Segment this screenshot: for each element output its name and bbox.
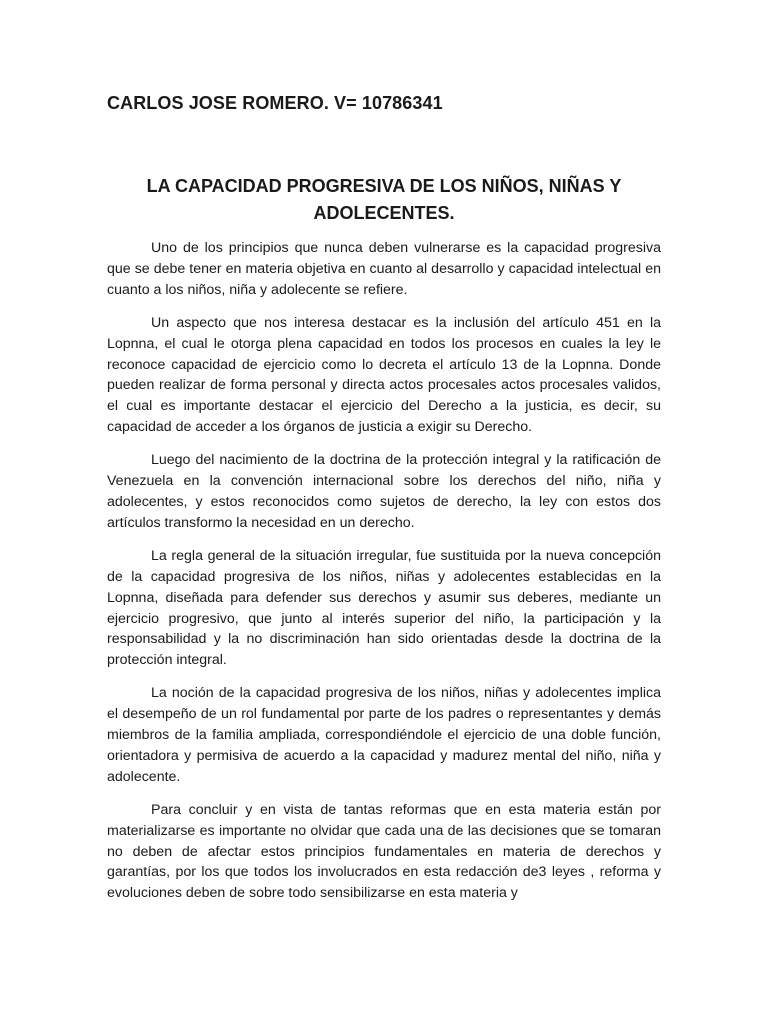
paragraph: La noción de la capacidad progresiva de los niños, niñas y adolecentes implica el desempeño de un rol fundamental por parte de los padres o representantes y demás miembros de la familia ampliada, correspondiéndole el ejercicio de una doble función, orientadora y permisiva de acuerdo a la capacidad y madurez mental del niño, niña y adolecente. — [107, 685, 661, 785]
document-body — [107, 238, 661, 916]
paragraph: La regla general de la situación irregular, fue sustituida por la nueva concepción de la capacidad progresiva de los niños, niñas y adolecentes establecidas en la Lopnna, diseñada para defender sus derechos y asumir sus deberes, mediante un ejercicio progresivo, que junto al interés superior del niño, la participación y la responsabilidad y la no discriminación han sido orientadas desde la doctrina de la protección integral. — [107, 547, 661, 669]
author-line: CARLOS JOSE ROMERO. V= 10786341 — [107, 93, 443, 113]
paragraph: Para concluir y en vista de tantas reformas que en esta materia están por materializarse es importante no olvidar que cada una de las decisiones que se tomaran no deben de afectar estos principios fundamentales en materia de derechos y garantías, por los que todos los involucrados en esta redacción de3 leyes , reforma y evoluciones deben de sobre todo sensibilizarse en esta materia y — [107, 801, 661, 902]
paragraph: Luego del nacimiento de la doctrina de la protección integral y la ratificación de Venezuela en la convención internacional sobre los derechos del niño, niña y adolecentes, y estos reconocidos como sujetos de derecho, la ley con estos dos artículos transformo la necesidad en un derecho. — [107, 452, 661, 531]
paragraph: Un aspecto que nos interesa destacar es la inclusión del artículo 451 en la Lopnna, el cual le otorga plena capacidad en todos los procesos en cuales la ley le reconoce capacidad de ejercicio como lo decreta el artículo 13 de la Lopnna. Donde pueden realizar de forma personal y directa actos procesales actos procesales validos, el cual es importante destacar el ejercicio del Derecho a la justicia, es decir, su capacidad de acceder a los órganos de justicia a exigir su Derecho. — [107, 314, 661, 436]
paragraph: Uno de los principios que nunca deben vulnerarse es la capacidad progresiva que se debe tener en materia objetiva en cuanto al desarrollo y capacidad intelectual en cuanto a los niños, niña y adolecente se refiere. — [107, 240, 661, 298]
document-title: LA CAPACIDAD PROGRESIVA DE LOS NIÑOS, NIÑAS Y ADOLECENTES. — [146, 176, 622, 223]
